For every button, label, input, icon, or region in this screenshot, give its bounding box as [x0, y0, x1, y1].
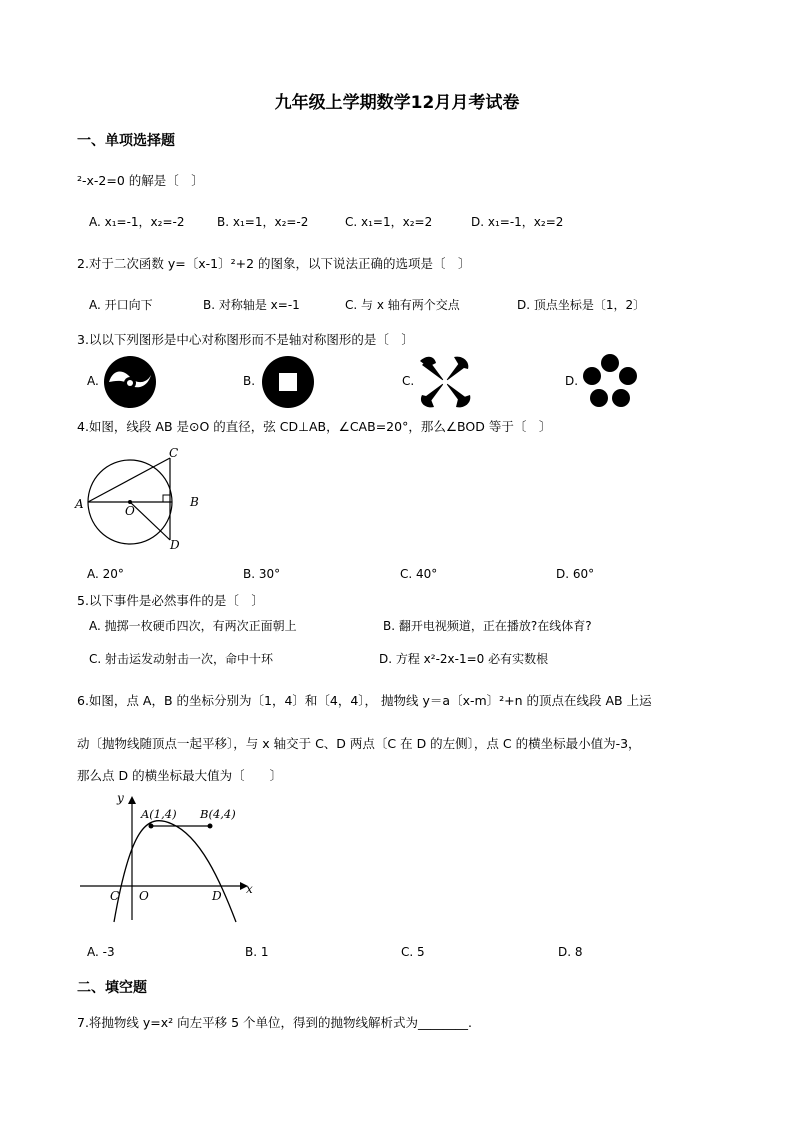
q4-option-c: C. 40°	[400, 567, 438, 581]
q4-option-d: D. 60°	[556, 567, 595, 581]
question-1-stem: ²-x-2=0 的解是〔 〕	[77, 173, 204, 188]
q6-label-o: O	[139, 889, 149, 903]
q1-option-d: D. x₁=-1，x₂=2	[471, 215, 564, 229]
q3-figure-b-coin	[261, 355, 315, 409]
q1-option-c: C. x₁=1，x₂=2	[345, 215, 433, 229]
q2-option-b: B. 对称轴是 x=-1	[203, 298, 300, 312]
q4-option-b: B. 30°	[243, 567, 281, 581]
q1-option-a: A. x₁=-1，x₂=-2	[89, 215, 185, 229]
q6-option-a: A. -3	[87, 945, 115, 959]
page-title: 九年级上学期数学12月月考试卷	[274, 93, 520, 113]
q6-option-c: C. 5	[401, 945, 425, 959]
question-6-line-3: 那么点 D 的横坐标最大值为〔 〕	[77, 768, 283, 783]
q3-figure-a-swirl	[103, 355, 157, 409]
q4-label-d: D	[170, 538, 180, 552]
q2-option-a: A. 开口向下	[89, 298, 153, 312]
question-3-stem: 3.以以下列图形是中心对称图形而不是轴对称图形的是〔 〕	[77, 332, 414, 347]
q4-label-b: B	[190, 495, 199, 509]
section-heading-choice: 一、单项选择题	[77, 133, 175, 149]
q6-option-d: D. 8	[558, 945, 583, 959]
question-6-line-2: 动〔抛物线随顶点一起平移〕，与 x 轴交于 C、D 两点〔C 在 D 的左侧〕，点 C 的横坐标最小值为-3，	[77, 736, 641, 751]
q5-option-a: A. 抛掷一枚硬币四次，有两次正面朝上	[89, 619, 297, 633]
q3-option-d: D.	[565, 374, 579, 388]
q6-label-d: D	[212, 889, 222, 903]
q4-label-o: O	[125, 504, 135, 518]
q2-option-d: D. 顶点坐标是〔1，2〕	[517, 298, 646, 312]
q4-circle-diagram	[74, 442, 204, 557]
q3-figure-d-pentagon	[583, 355, 637, 409]
q4-label-a: A	[75, 497, 84, 511]
q6-label-b: B(4,4)	[200, 807, 236, 821]
q5-option-c: C. 射击运发动射击一次，命中十环	[89, 652, 274, 666]
q6-label-c: C	[110, 889, 120, 903]
q3-figure-c-pinwheel	[418, 355, 472, 409]
question-7-stem: 7.将抛物线 y=x² 向左平移 5 个单位，得到的抛物线解析式为________.	[77, 1015, 473, 1030]
q6-label-y: y	[117, 791, 124, 805]
q4-option-a: A. 20°	[87, 567, 124, 581]
q3-option-c: C.	[402, 374, 415, 388]
q1-option-b: B. x₁=1，x₂=-2	[217, 215, 309, 229]
q3-option-b: B.	[243, 374, 256, 388]
question-6-line-1: 6.如图，点 A，B 的坐标分别为〔1，4〕和〔4，4〕， 抛物线 y＝a〔x-m〕²+n 的顶点在线段 AB 上运	[77, 693, 652, 708]
question-5-stem: 5.以下事件是必然事件的是〔 〕	[77, 593, 264, 608]
q5-option-b: B. 翻开电视频道，正在播放?在线体育?	[383, 619, 592, 633]
question-2-stem: 2.对于二次函数 y=〔x-1〕²+2 的图象，以下说法正确的选项是〔 〕	[77, 256, 471, 271]
q6-label-a: A(1,4)	[141, 807, 177, 821]
q6-option-b: B. 1	[245, 945, 269, 959]
q2-option-c: C. 与 x 轴有两个交点	[345, 298, 460, 312]
q4-label-c: C	[169, 446, 179, 460]
question-4-stem: 4.如图，线段 AB 是⊙O 的直径，弦 CD⊥AB，∠CAB=20°，那么∠BOD 等于〔 〕	[77, 419, 552, 434]
q5-option-d: D. 方程 x²-2x-1=0 必有实数根	[379, 652, 549, 666]
q3-option-a: A.	[87, 374, 99, 388]
section-heading-fill-blank: 二、填空题	[77, 980, 147, 996]
q6-label-x: x	[246, 882, 253, 896]
